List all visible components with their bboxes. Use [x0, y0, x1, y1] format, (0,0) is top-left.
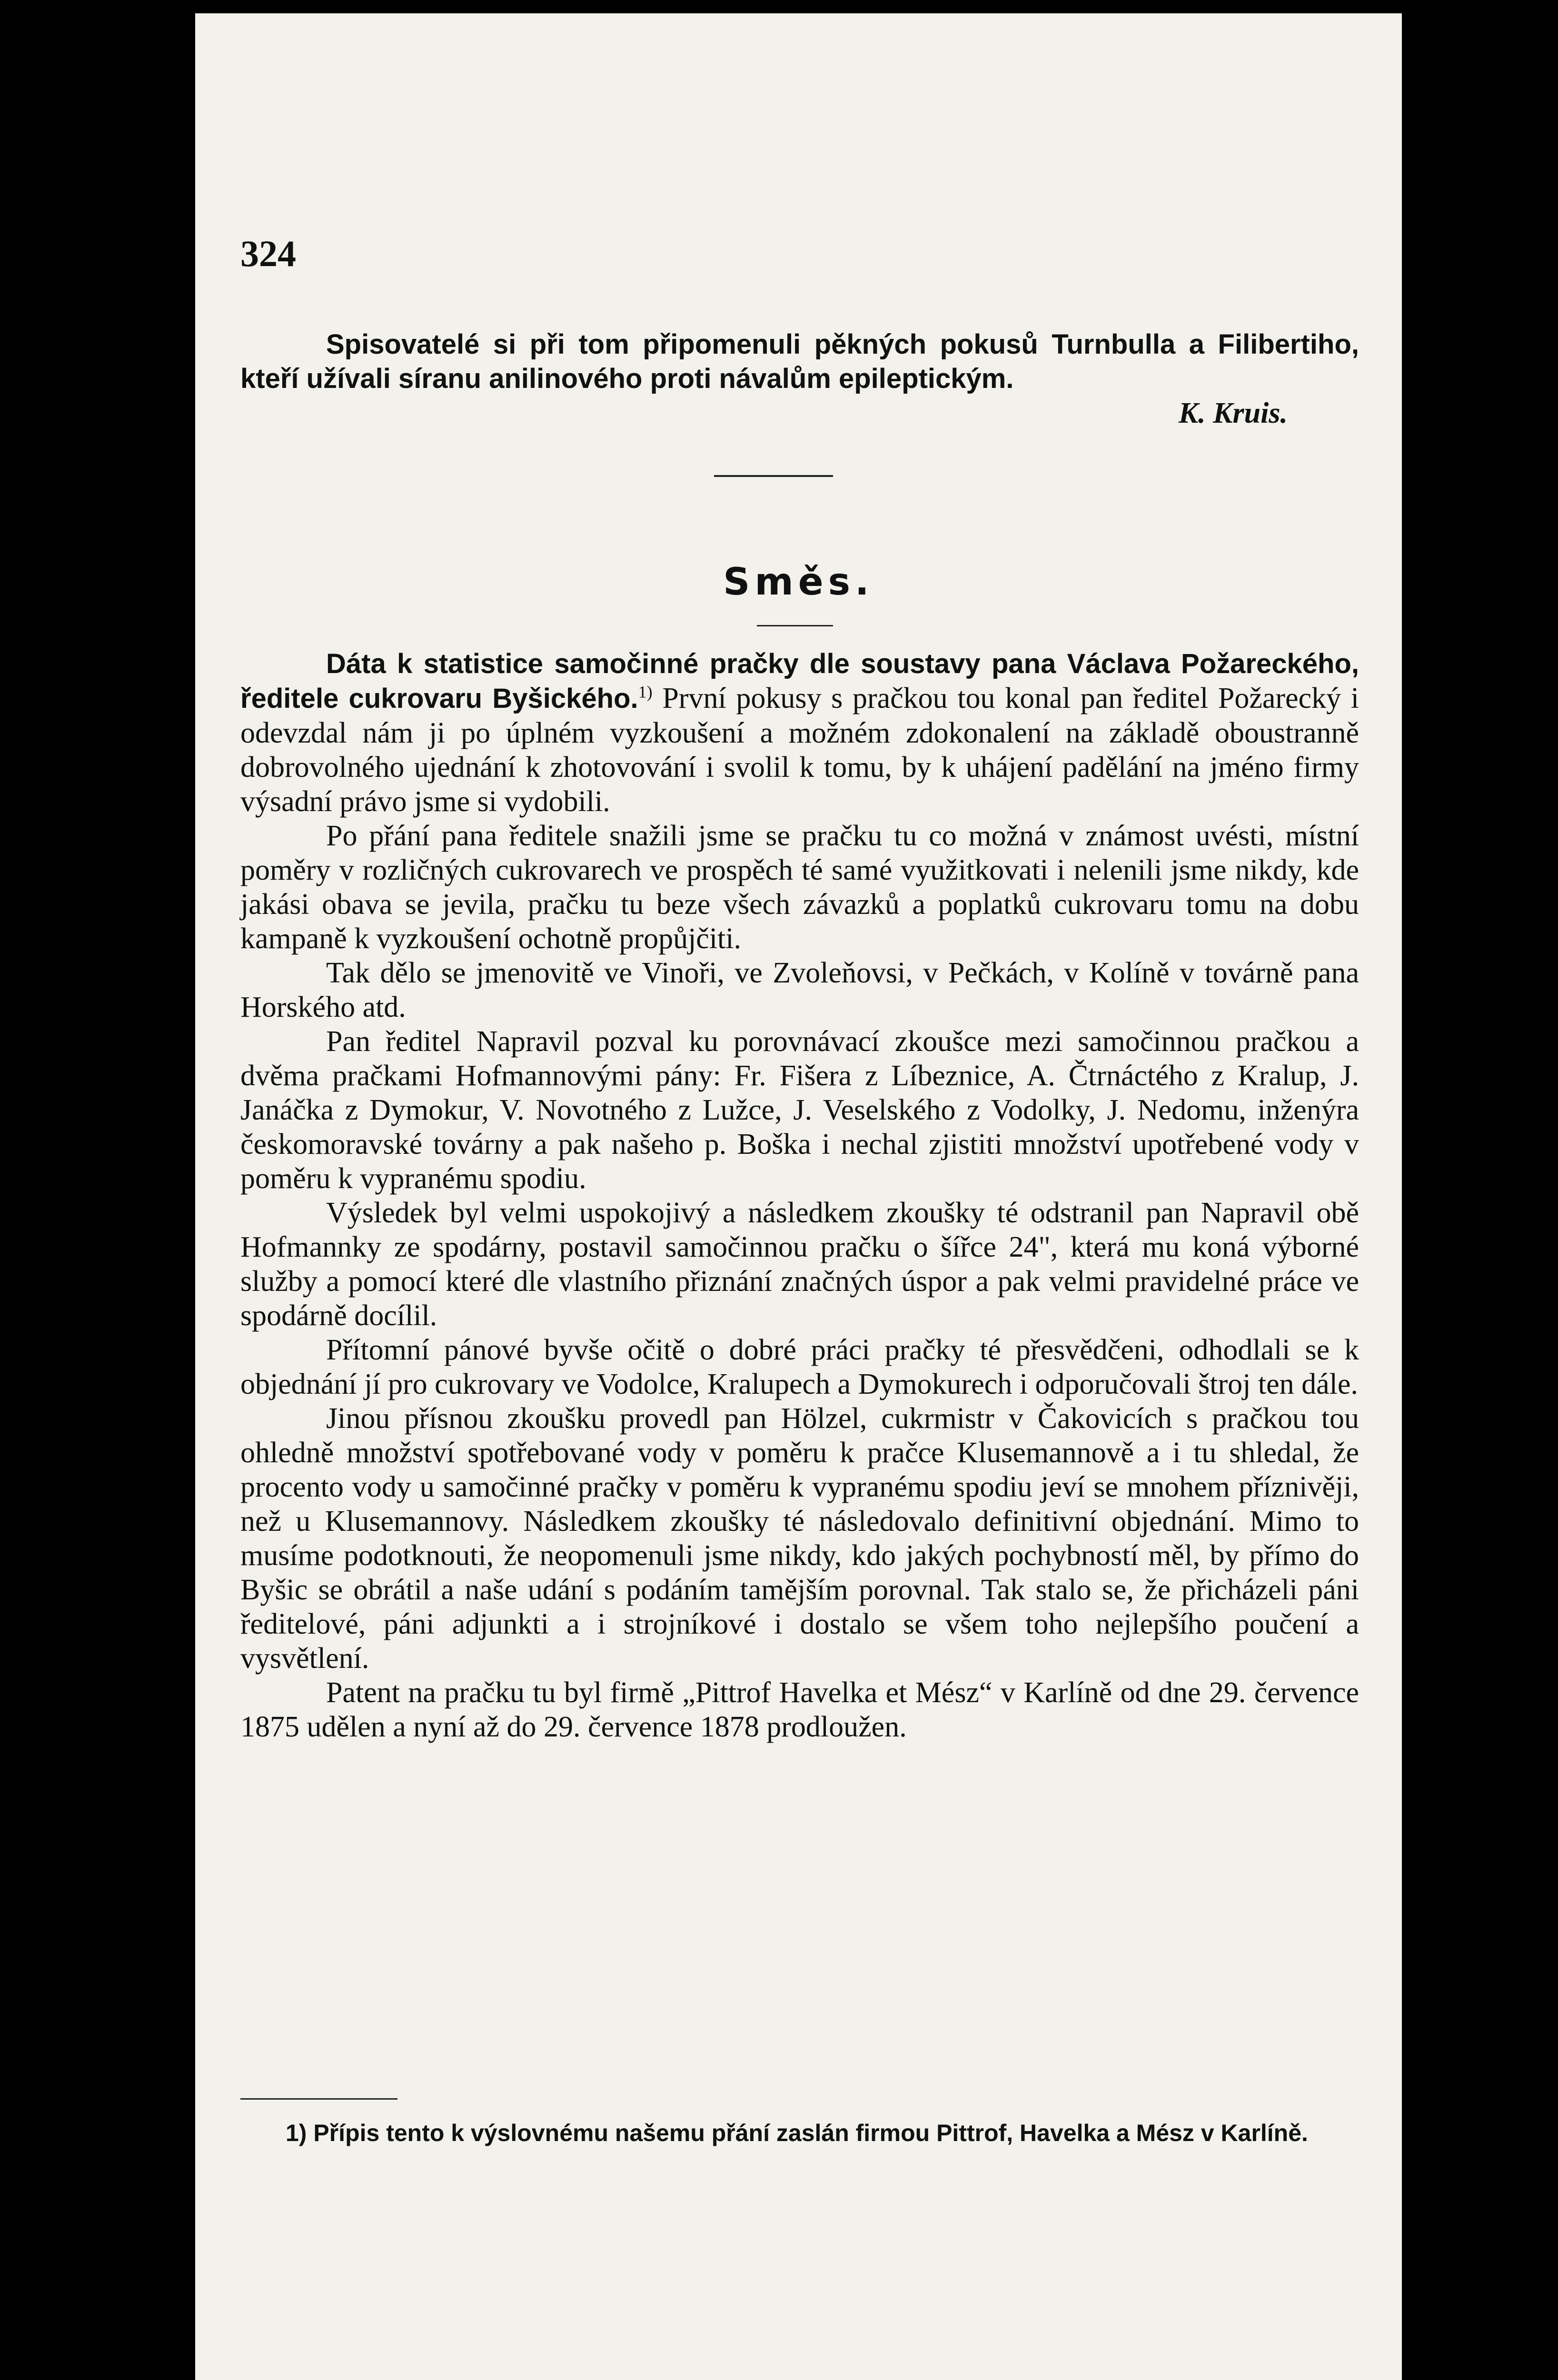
article-first-paragraph: [240, 646, 1359, 819]
paragraph-5: Přítomní pánové byvše očitě o dobré práci pračky té přesvědčeni, odhodlali se k objednání jí pro cukrovary ve Vodolce, Kralupech a Dymokurech i odporučovali štroj ten dále.: [240, 1334, 1359, 1400]
article-body: [240, 646, 1359, 1744]
intro-block: [240, 327, 1359, 430]
paragraph-7: Patent na pračku tu byl firmě „Pittrof Havelka et Mész“ v Karlíně od dne 29. července 1875 udělen a nyní až do 29. července 1878 prodloužen.: [240, 1676, 1359, 1743]
footnote-reference: 1): [638, 682, 653, 702]
paragraph-4: Výsledek byl velmi uspokojivý a následkem zkoušky té odstranil pan Napravil obě Hofmannky ze spodárny, postavil samočinnou pračku o šířce 24", která mu koná výborné služby a pomocí které dle vlastního přiznání značných úspor a pak velmi pravidelné práce ve spodárně docílil.: [240, 1197, 1359, 1332]
divider-top: [714, 475, 833, 477]
divider-under-title: [757, 625, 833, 626]
intro-author: K. Kruis.: [1178, 397, 1288, 429]
footnote-text: Přípis tento k výslovnému našemu přání zaslán firmou Pittrof, Havelka a Mész v Karlíně.: [313, 2120, 1308, 2146]
intro-text: Spisovatelé si při tom připomenuli pěkných pokusů Turnbulla a Filibertiho, kteří užívali síranu anilinového proti návalům epileptickým.: [240, 329, 1359, 394]
page-number: 324: [240, 233, 296, 274]
page: [195, 13, 1402, 2380]
paragraph-3: Pan ředitel Napravil pozval ku porovnávací zkoušce mezi samočinnou pračkou a dvěma pračkami Hofmannovými pány: Fr. Fišera z Líbeznice, A. Čtrnáctého z Kralup, J. Janáčka z Dymokur, V. Novotného z Lužce, J. Veselského z Vodolky, J. Nedomu, inženýra českomoravské továrny a pak našeho p. Boška i nechal zjistiti množství upotřebené vody v poměru k vypranému spodiu.: [240, 1025, 1359, 1195]
article-heading-continuation: První pokusy s pračkou tou konal pan ředitel Požarecký i odevzdal nám ji po úplném vyzkoušení a možném zdokonalení na základě oboustranně dobrovolného ujednání k zhotovování i svolil k tomu, by k uhájení padělání na jméno firmy výsadní právo jsme si vydobili.: [240, 682, 1359, 818]
article-heading: Dáta k statistice samočinné pračky dle soustavy pana Václava Požareckého, ředitele cukrovaru Byšického.: [240, 648, 1359, 714]
paragraph-2: Tak dělo se jmenovitě ve Vinoři, ve Zvoleňovsi, v Pečkách, v Kolíně v továrně pana Horského atd.: [240, 957, 1359, 1023]
footnote-divider: [240, 2098, 397, 2100]
paragraph-1: Po přání pana ředitele snažili jsme se pračku tu co možná v známost uvésti, místní poměry v rozličných cukrovarech ve prospěch té samé využitkovati i nelenili jsme nikdy, kde jakási obava se jevila, pračku tu beze všech závazků a poplatků cukrovaru tomu na dobu kampaně k vyzkoušení ochotně propůjčiti.: [240, 820, 1359, 955]
footnote-marker: 1): [286, 2120, 307, 2146]
footnote: [286, 2117, 1347, 2149]
section-title: Směs.: [723, 561, 874, 604]
paragraph-6: Jinou přísnou zkoušku provedl pan Hölzel, cukrmistr v Čakovicích s pračkou tou ohledně množství spotřebované vody v poměru k pračce Klusemannově a i tu shledal, že procento vody u samočinné pračky v poměru k vypranému spodiu jeví se mnohem příznivěji, než u Klusemannovy. Následkem zkoušky té následovalo definitivní objednání. Mimo to musíme podotknouti, že neopomenuli jsme nikdy, kdo jakých pochybností měl, by přímo do Byšic se obrátil a naše udání s podáním tamějším porovnal. Tak stalo se, že přicházeli páni ředitelové, páni adjunkti a i strojníkové i dostalo se všem toho nejlepšího poučení a vysvětlení.: [240, 1402, 1359, 1675]
